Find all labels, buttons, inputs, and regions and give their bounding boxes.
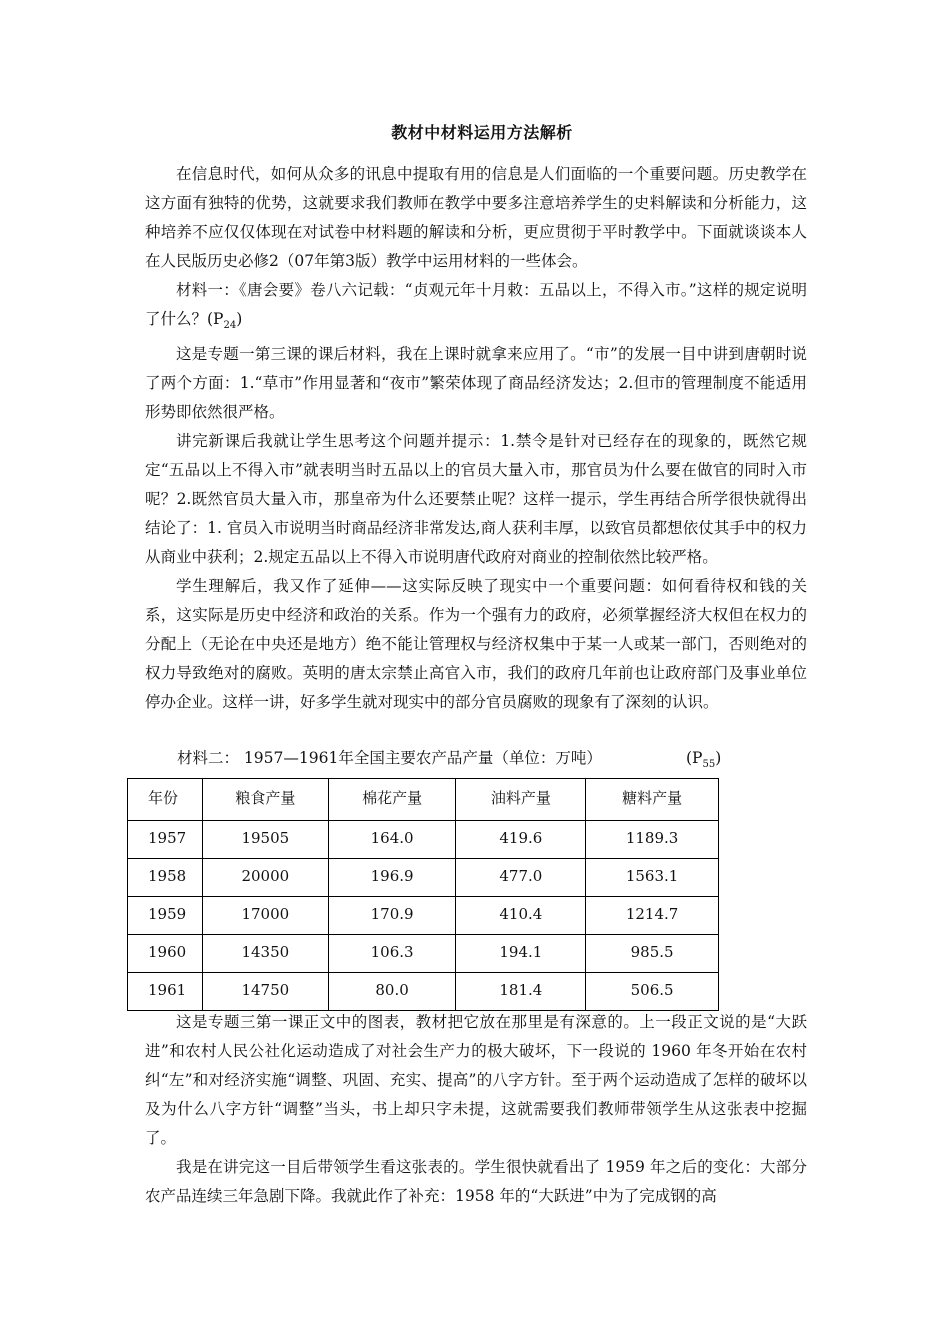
- table-cell: 170.9: [328, 897, 456, 935]
- material2-caption: 材料二： 1957—1961年全国主要农产品产量（单位：万吨）: [177, 749, 602, 767]
- table-cell: 17000: [202, 897, 328, 935]
- table-cell: 477.0: [456, 859, 586, 897]
- body-text-top: [145, 160, 807, 717]
- table-cell: 1563.1: [586, 859, 719, 897]
- table-cell: 181.4: [456, 973, 586, 1011]
- table-header-cell: 糖料产量: [586, 779, 719, 821]
- table-header-cell: 粮食产量: [202, 779, 328, 821]
- table-row: [128, 973, 719, 1011]
- paragraph-table-analysis: 我是在讲完这一目后带领学生看这张表的。学生很快就看出了 1959 年之后的变化：大部分农产品连续三年急剧下降。我就此作了补充：1958 年的“大跃进”中为了完成钢的高: [145, 1158, 807, 1205]
- table-cell: 164.0: [328, 821, 456, 859]
- table-cell: 1960: [128, 935, 203, 973]
- paragraph-material1-extension: 学生理解后，我又作了延伸——这实际反映了现实中一个重要问题：如何看待权和钱的关系，这实际是历史中经济和政治的关系。作为一个强有力的政府，必须掌握经济大权但在权力的分配上（无论在中央还是地方）绝不能让管理权与经济权集中于某一人或某一部门，否则绝对的权力导致绝对的腐败。英明的唐太宗禁止高官入市，我们的政府几年前也让政府部门及事业单位停办企业。这样一讲，好多学生就对现实中的部分官员腐败的现象有了深刻的认识。: [145, 577, 807, 712]
- paragraph-intro: 在信息时代，如何从众多的讯息中提取有用的信息是人们面临的一个重要问题。历史教学在这方面有独特的优势，这就要求我们教师在教学中要多注意培养学生的史料解读和分析能力，这种培养不应仅仅体现在对试卷中材料题的解读和分析，更应贯彻于平时教学中。下面就谈谈本人在人民版历史必修2（07年第3版）教学中运用材料的一些体会。: [145, 165, 807, 270]
- table-cell: 1959: [128, 897, 203, 935]
- table-cell: 14750: [202, 973, 328, 1011]
- table-cell: 14350: [202, 935, 328, 973]
- table-row: [128, 821, 719, 859]
- table-cell: 1957: [128, 821, 203, 859]
- table-cell: 20000: [202, 859, 328, 897]
- table-cell: 1958: [128, 859, 203, 897]
- material1-text: 材料一：《唐会要》卷八六记载：“贞观元年十月敕：五品以上，不得入市。”这样的规定说明了什么？(P: [145, 281, 807, 328]
- table-row: [128, 935, 719, 973]
- table-header-row: [128, 779, 719, 821]
- table-cell: 106.3: [328, 935, 456, 973]
- table-row: [128, 859, 719, 897]
- paragraph-material1: [145, 276, 807, 340]
- material1-page-subscript: 24: [223, 320, 237, 332]
- table-cell: 1189.3: [586, 821, 719, 859]
- material1-page-close: ): [236, 310, 243, 328]
- material2-caption-line: [177, 744, 737, 773]
- paragraph-table-context: 这是专题三第一课正文中的图表，教材把它放在那里是有深意的。上一段正文说的是“大跃进”和农村人民公社化运动造成了对社会生产力的极大破坏，下一段说的 1960 年冬开始在农村纠“左”和对经济实施“调整、巩固、充实、提高”的八字方针。至于两个运动造成了怎样的破坏以及为什么八字方针“调整”当头，书上却只字未提，这就需要我们教师带领学生从这张表中挖掘了。: [145, 1013, 807, 1147]
- paragraph-material1-hints: 讲完新课后我就让学生思考这个问题并提示：1.禁令是针对已经存在的现象的，既然它规定“五品以上不得入市”就表明当时五品以上的官员大量入市，那官员为什么要在做官的同时入市呢？2.既然官员大量入市，那皇帝为什么还要禁止呢？这样一提示，学生再结合所学很快就得出结论了：1. 官员入市说明当时商品经济非常发达,商人获利丰厚，以致官员都想依仗其手中的权力从商业中获利；2.规定五品以上不得入市说明唐代政府对商业的控制依然比较严格。: [145, 432, 807, 567]
- production-table: [127, 778, 719, 1011]
- table-cell: 1214.7: [586, 897, 719, 935]
- table-cell: 194.1: [456, 935, 586, 973]
- table-cell: 985.5: [586, 935, 719, 973]
- table-cell: 506.5: [586, 973, 719, 1011]
- table-cell: 196.9: [328, 859, 456, 897]
- document-title: 教材中材料运用方法解析: [391, 123, 573, 142]
- table-cell: 419.6: [456, 821, 586, 859]
- body-text-bottom: [145, 1008, 807, 1211]
- table-cell: 410.4: [456, 897, 586, 935]
- table-cell: 80.0: [328, 973, 456, 1011]
- table-header-cell: 棉花产量: [328, 779, 456, 821]
- table-cell: 1961: [128, 973, 203, 1011]
- table-row: [128, 897, 719, 935]
- paragraph-material1-context: 这是专题一第三课的课后材料，我在上课时就拿来应用了。“市”的发展一目中讲到唐朝时说了两个方面：1.“草市”作用显著和“夜市”繁荣体现了商品经济发达；2.但市的管理制度不能适用形势即依然很严格。: [145, 345, 807, 422]
- table-header-cell: 油料产量: [456, 779, 586, 821]
- table-header-cell: 年份: [128, 779, 203, 821]
- material2-page-ref: $(P_{55})$: [686, 749, 722, 771]
- table-cell: 19505: [202, 821, 328, 859]
